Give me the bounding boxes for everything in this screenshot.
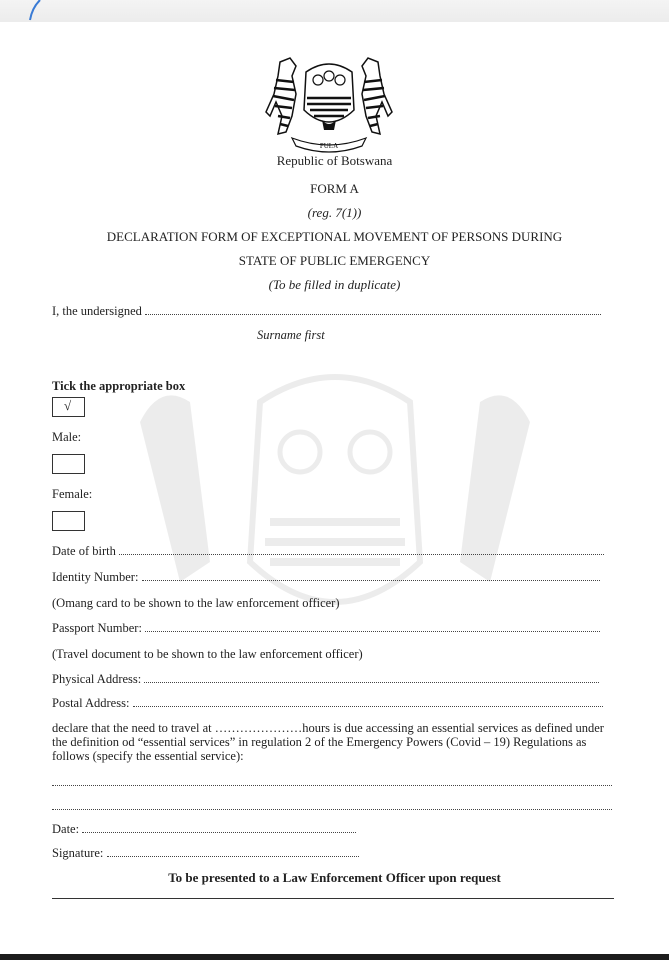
footer-note: To be presented to a Law Enforcement Officer upon request bbox=[168, 870, 501, 885]
declaration-paragraph: declare that the need to travel at …………………hours is due accessing an essential services as defined under the definition od “essential services” in regulation 2 of the Emergency Powers (Covid – 19) Regulations as follows (specify the essential service): bbox=[52, 721, 604, 763]
checkmark-icon: √ bbox=[64, 398, 72, 413]
signature-row bbox=[52, 846, 359, 861]
form-title: FORM A bbox=[310, 181, 359, 196]
footer-rule bbox=[52, 898, 614, 899]
watermark-crest-icon bbox=[120, 362, 550, 662]
physical-address-label: Physical Address: bbox=[52, 672, 142, 686]
postal-address-row bbox=[52, 696, 603, 711]
tick-box-checked[interactable] bbox=[52, 397, 85, 417]
passport-note: (Travel document to be shown to the law enforcement officer) bbox=[52, 647, 363, 661]
pen-stroke-icon bbox=[26, 0, 46, 22]
postal-address-field[interactable] bbox=[133, 696, 603, 707]
signature-label: Signature: bbox=[52, 846, 104, 860]
undersigned-row bbox=[52, 304, 601, 319]
republic-name: Republic of Botswana bbox=[276, 153, 393, 168]
form-page bbox=[0, 22, 669, 960]
top-bar bbox=[0, 0, 669, 22]
identity-field[interactable] bbox=[142, 570, 600, 581]
surname-hint: Surname first bbox=[257, 328, 325, 342]
essential-service-line-2[interactable] bbox=[52, 808, 612, 810]
duplicate-instruction: (To be filled in duplicate) bbox=[268, 277, 401, 292]
bottom-bar bbox=[0, 954, 669, 960]
identity-label: Identity Number: bbox=[52, 570, 139, 584]
date-row bbox=[52, 822, 356, 837]
essential-service-line-1[interactable] bbox=[52, 784, 612, 786]
dob-row bbox=[52, 544, 604, 559]
male-checkbox[interactable] bbox=[52, 454, 85, 474]
identity-note: (Omang card to be shown to the law enforcement officer) bbox=[52, 596, 340, 610]
undersigned-label: I, the undersigned bbox=[52, 304, 142, 318]
regulation-ref: (reg. 7(1)) bbox=[307, 205, 362, 220]
passport-label: Passport Number: bbox=[52, 621, 142, 635]
tick-instruction: Tick the appropriate box bbox=[52, 379, 186, 393]
date-label: Date: bbox=[52, 822, 80, 836]
male-label: Male: bbox=[52, 430, 82, 444]
female-label: Female: bbox=[52, 487, 93, 501]
undersigned-field[interactable] bbox=[145, 304, 601, 315]
postal-address-label: Postal Address: bbox=[52, 696, 130, 710]
signature-field[interactable] bbox=[107, 846, 359, 857]
crest-motto: PULA bbox=[319, 142, 339, 150]
identity-row bbox=[52, 570, 600, 585]
passport-field[interactable] bbox=[145, 621, 600, 632]
physical-address-field[interactable] bbox=[144, 672, 599, 683]
dob-field[interactable] bbox=[119, 544, 604, 555]
declaration-heading-line1: DECLARATION FORM OF EXCEPTIONAL MOVEMENT OF PERSONS DURING bbox=[106, 229, 563, 244]
physical-address-row bbox=[52, 672, 599, 687]
coat-of-arms-icon bbox=[262, 54, 396, 154]
dob-label: Date of birth bbox=[52, 544, 116, 558]
date-field[interactable] bbox=[82, 822, 356, 833]
female-checkbox[interactable] bbox=[52, 511, 85, 531]
declaration-heading-line2: STATE OF PUBLIC EMERGENCY bbox=[238, 253, 431, 268]
passport-row bbox=[52, 621, 600, 636]
